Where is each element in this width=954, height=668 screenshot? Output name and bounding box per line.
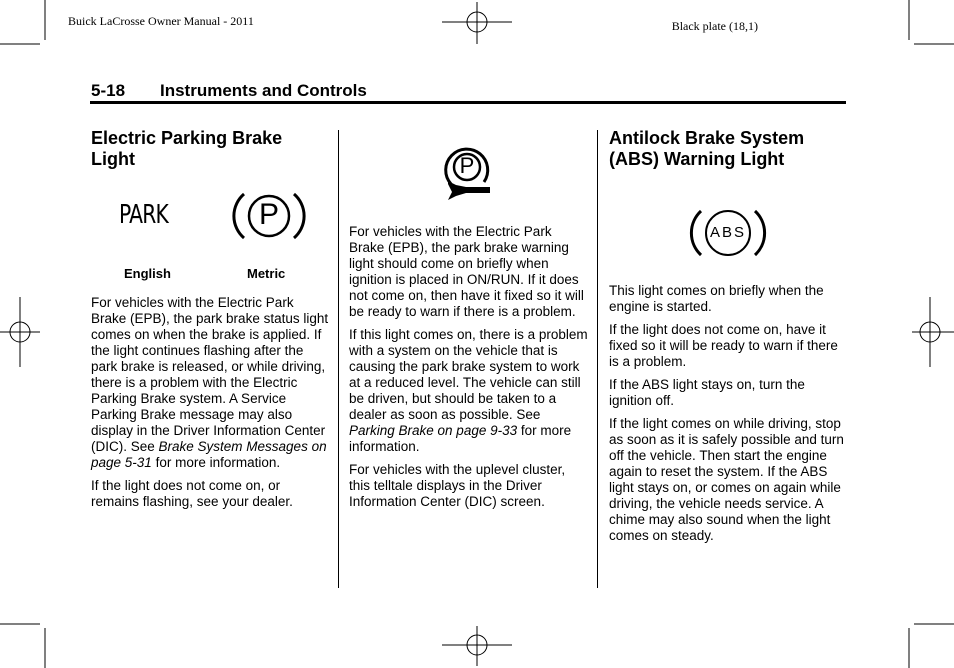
heading-electric-parking-brake-light: Electric Parking Brake Light [91,128,283,169]
section-title: Instruments and Controls [160,81,367,100]
col1-p1-reference[interactable]: Brake System Messages on page 5-31 [91,439,327,470]
abs-warning-icon [694,208,762,258]
park-english-icon-text: PARK [119,200,169,230]
col2-paragraph-2 [349,327,589,455]
col1-p1-end: for more information. [151,455,281,470]
col3-paragraph-4: If the light comes on while driving, stop as soon as it is safely possible and turn off the vehicle. Then start the engine again to reset the system. If the ABS light stays on, or comes on again while driving, the vehicle needs service. A chime may also sound when the light comes on steady. [609,416,844,543]
col2-paragraph-3: For vehicles with the uplevel cluster, this telltale displays in the Driver Information Center (DIC) screen. [349,462,566,509]
column-3-body [609,283,849,551]
col2-p2-end: for more information. [349,423,572,454]
caption-metric: Metric [247,266,286,281]
col3-paragraph-1: This light comes on briefly when the engine is started. [609,283,824,314]
park-english-icon [119,200,185,234]
col2-p2-text: If this light comes on, there is a problem with a system on the vehicle that is causing the park brake system to work at a reduced level. The vehicle can still be driven, but should be taken to a dealer as soon as possible. See [349,327,588,422]
col2-paragraph-1: For vehicles with the Electric Park Brake (EPB), the park brake warning light should come on briefly when ignition is placed in ON/RUN. If it does not come on, then have it fixed so it will be ready to warn if there is a problem. [349,224,584,319]
page-number: 5-18 [91,81,126,100]
column-divider-right [597,130,598,588]
park-metric-icon [236,189,302,243]
caption-english: English [124,266,171,281]
header-rule [90,101,846,104]
col1-p1-text: For vehicles with the Electric Park Brake (EPB), the park brake status light comes on when the brake is applied. If the light continues flashing after the park brake is released, or while driving, there is a problem with the Electric Parking Brake system. A Service Parking Brake message may also display in the Driver Information Center (DIC). See [91,295,329,454]
col1-paragraph-1 [91,295,331,471]
column-divider-left [338,130,339,588]
park-brake-service-icon [440,148,494,202]
col3-paragraph-3: If the ABS light stays on, turn the ignition off. [609,377,805,408]
col1-paragraph-2: If the light does not come on, or remains flashing, see your dealer. [91,478,293,509]
column-1-body [91,295,331,517]
abs-warning-icon-text: ABS [709,224,746,241]
col3-paragraph-2: If the light does not come on, have it fixed so it will be ready to warn if there is a problem. [609,322,838,369]
print-header-left: Buick LaCrosse Owner Manual - 2011 [68,14,254,28]
col2-p2-reference[interactable]: Parking Brake on page 9-33 [349,423,518,438]
column-3 [609,128,849,170]
heading-abs-warning-light: Antilock Brake System (ABS) Warning Light [609,128,805,169]
column-2-body [349,224,589,517]
park-brake-service-icon-letter: P [459,153,475,178]
print-header-right: Black plate (18,1) [671,19,758,33]
column-1 [91,128,331,170]
park-metric-icon-letter: P [258,198,279,231]
